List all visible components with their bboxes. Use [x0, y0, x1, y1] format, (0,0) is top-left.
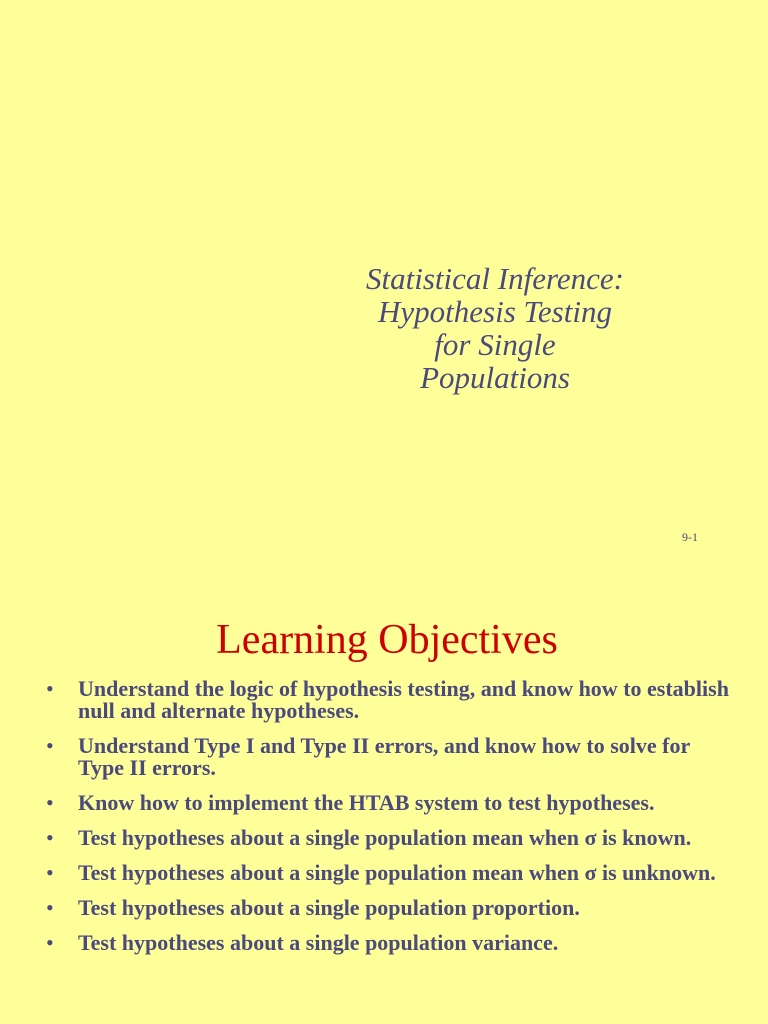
- bullet-icon: •: [46, 825, 54, 850]
- title-line: Hypothesis Testing: [378, 294, 612, 329]
- bullet-icon: •: [46, 895, 54, 920]
- objective-item: [46, 932, 736, 954]
- objective-text: Test hypotheses about a single population variance.: [78, 930, 559, 955]
- bullet-icon: •: [46, 733, 54, 758]
- objective-text: Understand the logic of hypothesis testing, and know how to establish null and alternate hypotheses.: [78, 676, 729, 723]
- objective-item: [46, 735, 736, 779]
- objective-item: [46, 792, 736, 814]
- bullet-icon: •: [46, 930, 54, 955]
- objectives-slide: [0, 576, 768, 1024]
- objective-item: [46, 678, 736, 722]
- page-number: 9-1: [682, 530, 698, 544]
- objectives-heading: Learning Objectives: [216, 617, 558, 663]
- title-line: Populations: [420, 360, 570, 395]
- bullet-icon: •: [46, 790, 54, 815]
- bullet-icon: •: [46, 676, 54, 701]
- objective-text: Test hypotheses about a single population mean when σ is known.: [78, 825, 692, 850]
- objective-item: [46, 827, 736, 849]
- title-line: Statistical Inference:: [366, 261, 624, 296]
- objective-item: [46, 862, 736, 884]
- bullet-icon: •: [46, 860, 54, 885]
- objective-text: Understand Type I and Type II errors, and know how to solve for Type II errors.: [78, 733, 690, 780]
- objective-text: Know how to implement the HTAB system to test hypotheses.: [78, 790, 655, 815]
- title-line: for Single: [434, 327, 556, 362]
- objective-text: Test hypotheses about a single population mean when σ is unknown.: [78, 860, 716, 885]
- objective-text: Test hypotheses about a single population proportion.: [78, 895, 580, 920]
- objective-item: [46, 897, 736, 919]
- objectives-list: [46, 678, 736, 967]
- slide-title: [300, 262, 690, 394]
